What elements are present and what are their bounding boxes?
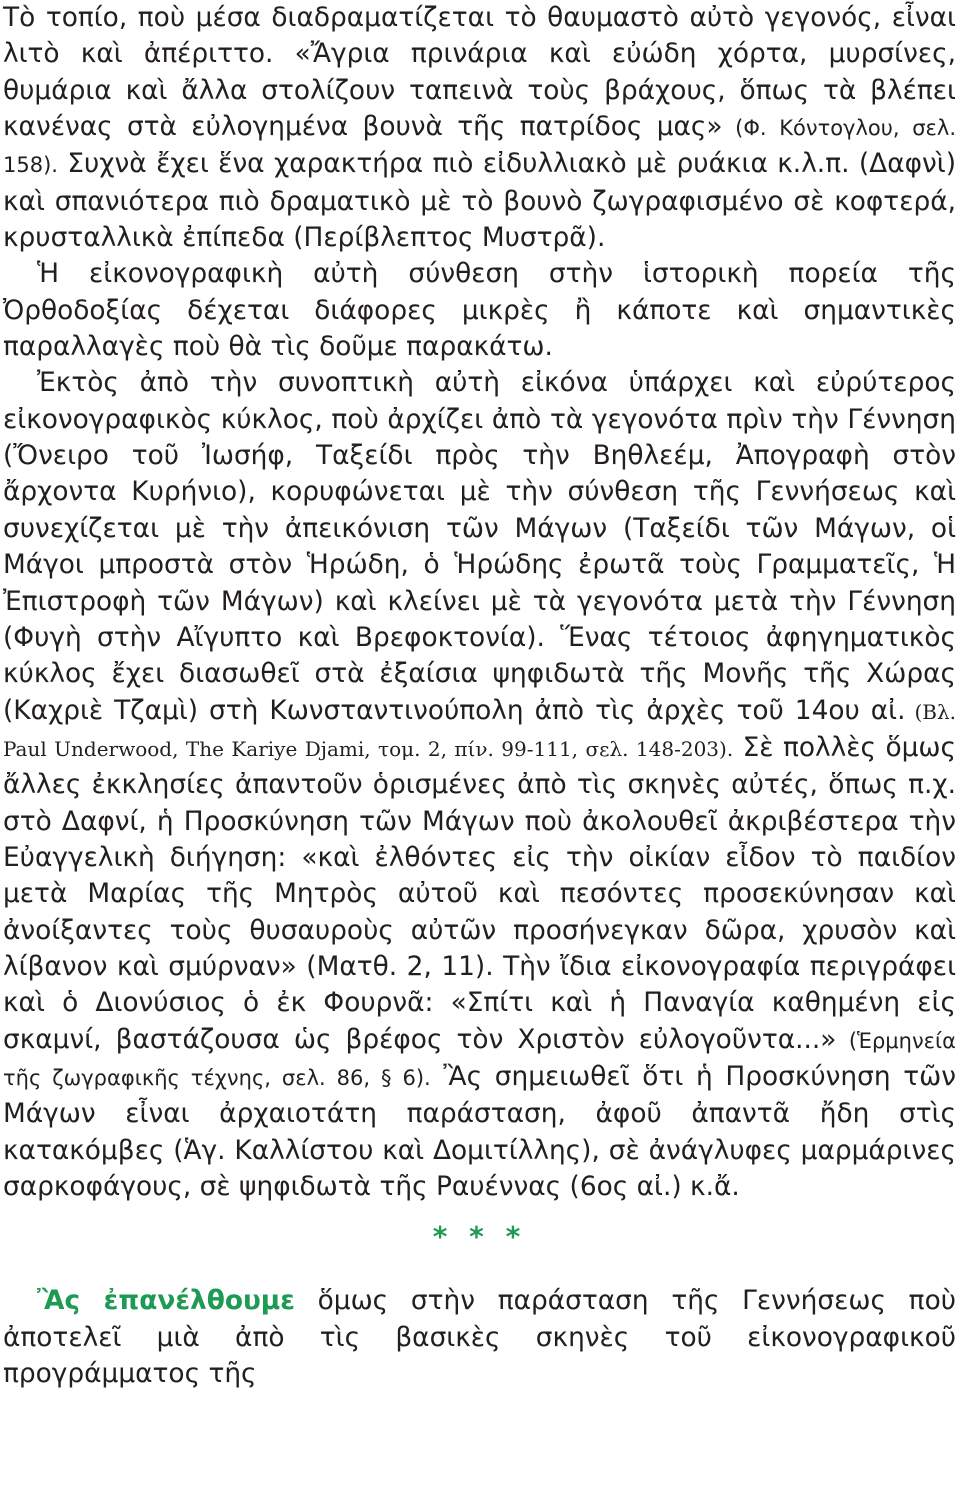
paragraph-text: Συχνὰ ἔχει ἕνα χαρακτήρα πιὸ εἰδυλλιακὸ μὲ ρυάκια κ.λ.π. (Δαφνὶ) καὶ σπανιότερα πιὸ δραματικὸ μὲ τὸ βουνὸ ζωγραφισμένο σὲ κοφτερά, κρυσταλλικὰ ἐπίπεδα (Περίβλεπτος Μυστρᾶ). <box>3 148 956 254</box>
paragraph-text: Ἂς σημειωθεῖ ὅτι ἡ Προσκύνηση τῶν Μάγων εἶναι ἀρχαιοτάτη παράσταση, ἀφοῦ ἀπαντᾶ ἤδη στὶς κατακόμβες (Ἁγ. Καλλίστου καὶ Δομιτίλλης), σὲ ἀνάγλυφες μαρμάρινες σαρκοφάγους, σὲ ψηφιδωτὰ τῆς Ραυέννας (6ος αἰ.) κ.ἄ. <box>3 1060 956 1202</box>
paragraph-text: Ἡ εἰκονογραφικὴ αὐτὴ σύνθεση στὴν ἱστορικὴ πορεία τῆς Ὀρθοδοξίας δέχεται διάφορες μικρὲς ἢ κάποτε καὶ σημαντικὲς παραλλαγὲς ποὺ θὰ τὶς δοῦμε παρακάτω. <box>3 258 956 363</box>
paragraph-text: Τὸ τοπίο, ποὺ μέσα διαδραματίζεται τὸ θαυμαστὸ αὐτὸ γεγονός, εἶναι λιτὸ καὶ ἀπέριττο. «Ἄγρια πρινάρια καὶ εὐώδη χόρτα, μυρσίνες, θυμάρια καὶ ἄλλα στολίζουν ταπεινὰ τοὺς βράχους, ὅπως τὰ βλέπει κανένας στὰ εὐλογημένα βουνὰ τῆς πατρίδος μας» <box>3 2 956 143</box>
section-divider: * * * <box>432 1220 527 1254</box>
citation-ermineia: (Ἑρμηνεία τῆς ζωγραφικῆς τέχνης, σελ. 86, § 6). <box>3 1028 956 1090</box>
paragraph-text: Ἐκτὸς ἀπὸ τὴν συνοπτικὴ αὐτὴ εἰκόνα ὑπάρχει καὶ εὐρύτερος εἰκονογραφικὸς κύκλος, ποὺ ἀρχίζει ἀπὸ τὰ γεγονότα πρὶν τὴν Γέννηση (Ὄνειρο τοῦ Ἰωσήφ, Ταξείδι πρὸς τὴν Βηθλεέμ, Ἀπογραφὴ στὸν ἄρχοντα Κυρήνιο), κορυφώνεται μὲ τὴν σύνθεση τῆς Γεννήσεως καὶ συνεχίζεται μὲ τὴν ἀπεικόνιση τῶν Μάγων (Ταξείδι τῶν Μάγων, οἱ Μάγοι μπροστὰ στὸν Ἡρώδη, ὁ Ἡρώδης ἐρωτᾶ τοὺς Γραμματεῖς, Ἡ Ἐπιστροφὴ τῶν Μάγων) καὶ κλείνει μὲ τὰ γεγονότα μετὰ τὴν Γέννηση (Φυγὴ στὴν Αἴγυπτο καὶ Βρεφοκτονία). Ἕνας τέτοιος ἀφηγηματικὸς κύκλος ἔχει διασωθεῖ στὰ ἐξαίσια ψηφιδωτὰ τῆς Μονῆς τῆς Χώρας (Καχριὲ Τζαμὶ) στὴ Κωνσταντινούπολη ἀπὸ τὶς ἀρχὲς τοῦ 14ου αἰ. <box>3 367 956 726</box>
paragraph-iconography <box>3 256 956 365</box>
paragraph-text: Σὲ πολλὲς ὅμως ἄλλες ἐκκλησίες ἀπαντοῦν ὁρισμένες ἀπὸ τὶς σκηνὲς αὐτές, ὅπως π.χ. στὸ Δαφνί, ἡ Προσκύνηση τῶν Μάγων ποὺ ἀκολουθεῖ ἀκριβέστερα τὴν Εὐαγγελικὴ διήγηση: «καὶ ἐλθόντες εἰς τὴν οἰκίαν εἶδον τὸ παιδίον μετὰ Μαρίας τῆς Μητρὸς αὐτοῦ καὶ πεσόντες προσεκύνησαν καὶ ἀνοίξαντες τοὺς θυσαυροὺς αὐτῶν προσήνεγκαν δῶρα, χρυσὸν καὶ λίβανον καὶ σμύρναν» (Ματθ. 2, 11). Τὴν ἴδια εἰκονογραφία περιγράφει καὶ ὁ Διονύσιος ὁ ἐκ Φουρνᾶ: «Σπίτι καὶ ἡ Παναγία καθημένη εἰς σκαμνί, βαστάζουσα ὡς βρέφος τὸν Χριστὸν εὐλογοῦντα...» <box>3 731 957 1055</box>
paragraph-return <box>3 1283 956 1392</box>
lead-phrase: Ἂς ἐπανέλθουμε <box>37 1285 295 1317</box>
paragraph-cycle <box>3 365 956 1205</box>
paragraph-text: ὅμως στὴν παράσταση τῆς Γεννήσεως ποὺ ἀποτελεῖ μιὰ ἀπὸ τὶς βασικὲς σκηνὲς τοῦ εἰκονογραφικοῦ προγράμματος τῆς <box>3 1285 956 1390</box>
paragraph-landscape <box>3 0 956 256</box>
citation-kontoglou: (Φ. Κόντογλου, σελ. 158). <box>3 116 956 178</box>
citation-underwood: (Βλ. Paul Underwood, The Kariye Djami, τομ. 2, πίν. 99-111, σελ. 148-203). <box>3 699 957 761</box>
